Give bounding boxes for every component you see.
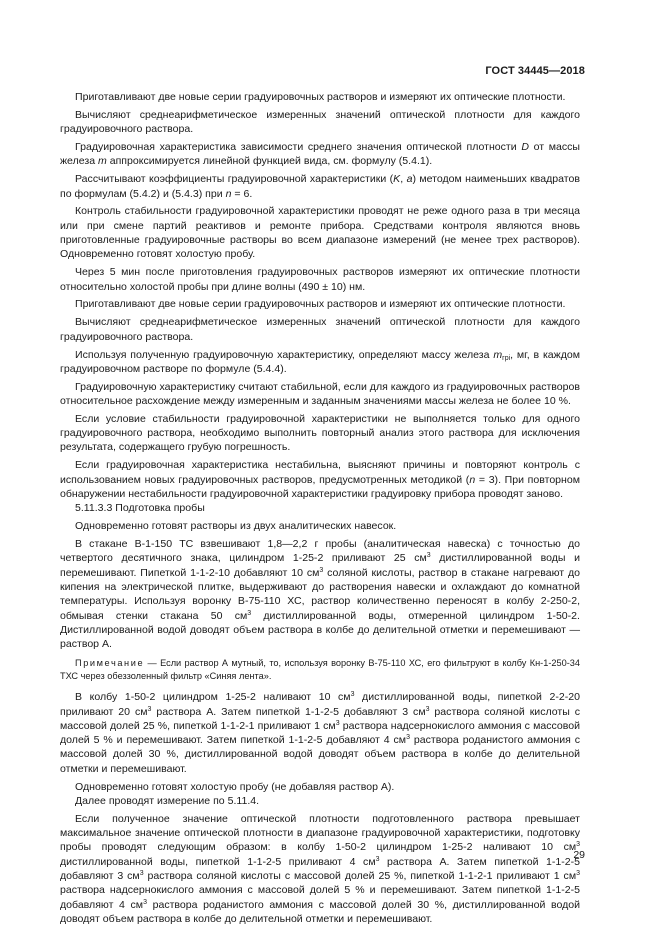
superscript: 3 <box>406 734 410 742</box>
text-run: Используя полученную градуировочную характеристику, определяют массу железа <box>75 348 494 361</box>
text-run: В стакане В-1-150 ТС взвешивают 1,8—2,2 г пробы (аналитическая навеска) с точностью до четвертого десятичного знака, цилиндром 1-25-2 приливают 25 см <box>60 538 580 565</box>
text-run: раствора роданистого аммония с массовой долей 30 %, дистиллированной водой доводят объем раствора в колбе до делительной отметки и перемешивают. <box>60 898 581 925</box>
text-run: раствора А. Затем пипеткой 1-1-2-5 добавляют 3 см <box>151 705 426 718</box>
text-run: ) методом наименьших квадратов по формулам (5.4.2) и (5.4.3) при <box>60 173 580 200</box>
text-run: раствора А. Затем пипеткой 1-1-2-5 добавляют 3 см <box>60 855 580 882</box>
paragraph <box>60 140 580 169</box>
text-run: дистиллированной воды, пипеткой 1-1-2-5 приливают 4 см <box>60 855 376 868</box>
text-run: от массы железа <box>60 141 580 168</box>
note-label: Примечание <box>75 658 145 669</box>
paragraph: Приготавливают две новые серии градуировочных растворов и измеряют их оптические плотности. <box>75 298 566 311</box>
symbol-a: a <box>406 173 413 186</box>
superscript: 3 <box>426 552 431 560</box>
symbol-d: D <box>521 141 529 154</box>
paragraph: Если условие стабильности градуировочной характеристики не выполняется только для одного градуировочного раствора, необходимо выполнить повторный анализ этого раствора для исключения результата, содержащего грубую погрешность. <box>60 412 580 454</box>
paragraph: Далее проводят измерение по 5.11.4. <box>75 794 260 807</box>
superscript: 3 <box>576 841 580 849</box>
paragraph: Одновременно готовят холостую пробу (не добавляя раствор А). <box>75 780 395 793</box>
paragraph: Вычисляют среднеарифметическое измеренных значений оптической плотности для каждого градуировочного раствора. <box>60 316 580 343</box>
text-run: аппроксимируется линейной функцией вида, см. формулу (5.4.1). <box>106 155 433 168</box>
text-run: Если градуировочная характеристика нестабильна, выясняют причины и повторяют контроль с использованием новых градуировочных растворов, предусмотренных методикой ( <box>60 459 580 486</box>
symbol-k: K <box>393 173 401 186</box>
superscript: 3 <box>147 705 152 713</box>
superscript: 3 <box>139 869 144 877</box>
text-run: дистиллированной воды, отмеренной цилиндром 1-50-2. Дистиллированной водой доводят объем раствора в колбе до делительной отметки и перемешивают — раствор А. <box>60 609 580 651</box>
text-run: , мг, в каждом градуировочном растворе по формуле (5.4.4). <box>60 348 580 375</box>
symbol-n: n <box>225 187 232 200</box>
text-run: раствора соляной кислоты с массовой долей 25 %, пипеткой 1-1-2-1 приливают 1 см <box>60 705 581 732</box>
text-run: соляной кислоты, раствор в стакане нагревают до кипения на электрической плитке, выдерживают до растворения навески и охлаждают до комнатной температуры. Используя воронку В-75-110 ХС, раствор количественно переносят в колбу 2-250-2, обмывая стенки стакана 50 см <box>60 566 581 622</box>
text-run: = 3). При повторном обнаружении нестабильности градуировочной характеристики градуировку прибора проводят заново. <box>60 473 580 500</box>
text-run: Градуировочная характеристика зависимости среднего значения оптической плотности <box>75 141 522 154</box>
paragraph <box>60 812 580 926</box>
note <box>60 657 580 682</box>
superscript: 3 <box>375 855 380 863</box>
document-code: ГОСТ 34445—2018 <box>485 65 585 77</box>
superscript: 3 <box>143 898 147 906</box>
text-run: , <box>400 173 407 186</box>
text-run: раствора надсернокислого аммония с массовой долей 5 % и перемешивают. Затем пипеткой 1-1-2-5 добавляют 4 см <box>60 884 580 911</box>
paragraph <box>60 690 580 776</box>
section-heading: 5.11.3.3 Подготовка пробы <box>75 502 205 515</box>
text-run: Если полученное значение оптической плотности подготовленного раствора превышает максимальное значение оптической плотности в диапазоне градуировочной характеристики, подготовку пробы проводят следующим образом: в колбу 1-50-2 цилиндром 1-25-2 наливают 10 см <box>60 812 580 854</box>
paragraph: Приготавливают две новые серии градуировочных растворов и измеряют их оптические плотности. <box>75 91 566 103</box>
text-run: Рассчитывают коэффициенты градуировочной характеристики ( <box>75 173 394 186</box>
text-run: = 6. <box>231 187 253 200</box>
paragraph <box>60 348 580 377</box>
page-number: 29 <box>573 849 585 861</box>
paragraph: Контроль стабильности градуировочной характеристики проводят не реже одного раза в три месяца или при смене партий реактивов и ремонте прибора. Средствами контроля являются вновь приготовленные градуировочные растворы во всем диапазоне измерений (не менее трех растворов). Одновременно готовят холостую пробу. <box>60 205 580 261</box>
superscript: 3 <box>425 705 430 713</box>
paragraph <box>60 458 580 501</box>
superscript: 3 <box>319 566 324 574</box>
text-run: В колбу 1-50-2 цилиндром 1-25-2 наливают 10 см <box>75 691 351 704</box>
symbol-m: m <box>493 348 503 361</box>
note-text: — Если раствор А мутный, то, используя воронку В-75-110 ХС, его фильтруют в колбу Кн-1-250-34 ТХС через обеззоленный фильтр «Синяя лента». <box>60 658 580 681</box>
paragraph: Вычисляют среднеарифметическое измеренных значений оптической плотности для каждого градуировочного раствора. <box>60 108 580 136</box>
superscript: 3 <box>576 869 580 877</box>
paragraph <box>60 537 580 651</box>
paragraph: Через 5 мин после приготовления градуировочных растворов измеряют их оптические плотности относительно холостой пробы при длине волны (490 ± 10) нм. <box>60 266 580 293</box>
document-body <box>60 90 580 926</box>
superscript: 3 <box>350 691 355 699</box>
symbol-n: n <box>469 473 476 486</box>
text-run: дистиллированной воды и перемешивают. Пипеткой 1-1-2-10 добавляют 10 см <box>60 552 580 579</box>
paragraph <box>60 172 580 201</box>
text-run: раствора роданистого аммония с массовой долей 30 %, дистиллированной водой доводят объем раствора в колбе до делительной отметки и перемешивают. <box>60 734 581 775</box>
paragraph: Градуировочную характеристику считают стабильной, если для каждого из градуировочных растворов относительное расхождение между измеренным и заданным значениями массы железа не более 10 %. <box>60 380 580 407</box>
symbol-m: m <box>98 155 107 168</box>
paragraph: Одновременно готовят растворы из двух аналитических навесок. <box>75 520 397 533</box>
superscript: 3 <box>247 609 252 617</box>
text-run: раствора соляной кислоты с массовой долей 25 %, пипеткой 1-1-2-1 приливают 1 см <box>143 869 577 882</box>
text-run: раствора надсернокислого аммония с массовой долей 5 % и перемешивают. Затем пипеткой 1-1-2-5 добавляют 4 см <box>60 719 580 747</box>
text-run: дистиллированной воды, пипеткой 2-2-20 приливают 20 см <box>60 691 580 718</box>
subscript: грi <box>502 354 511 362</box>
superscript: 3 <box>335 719 340 727</box>
